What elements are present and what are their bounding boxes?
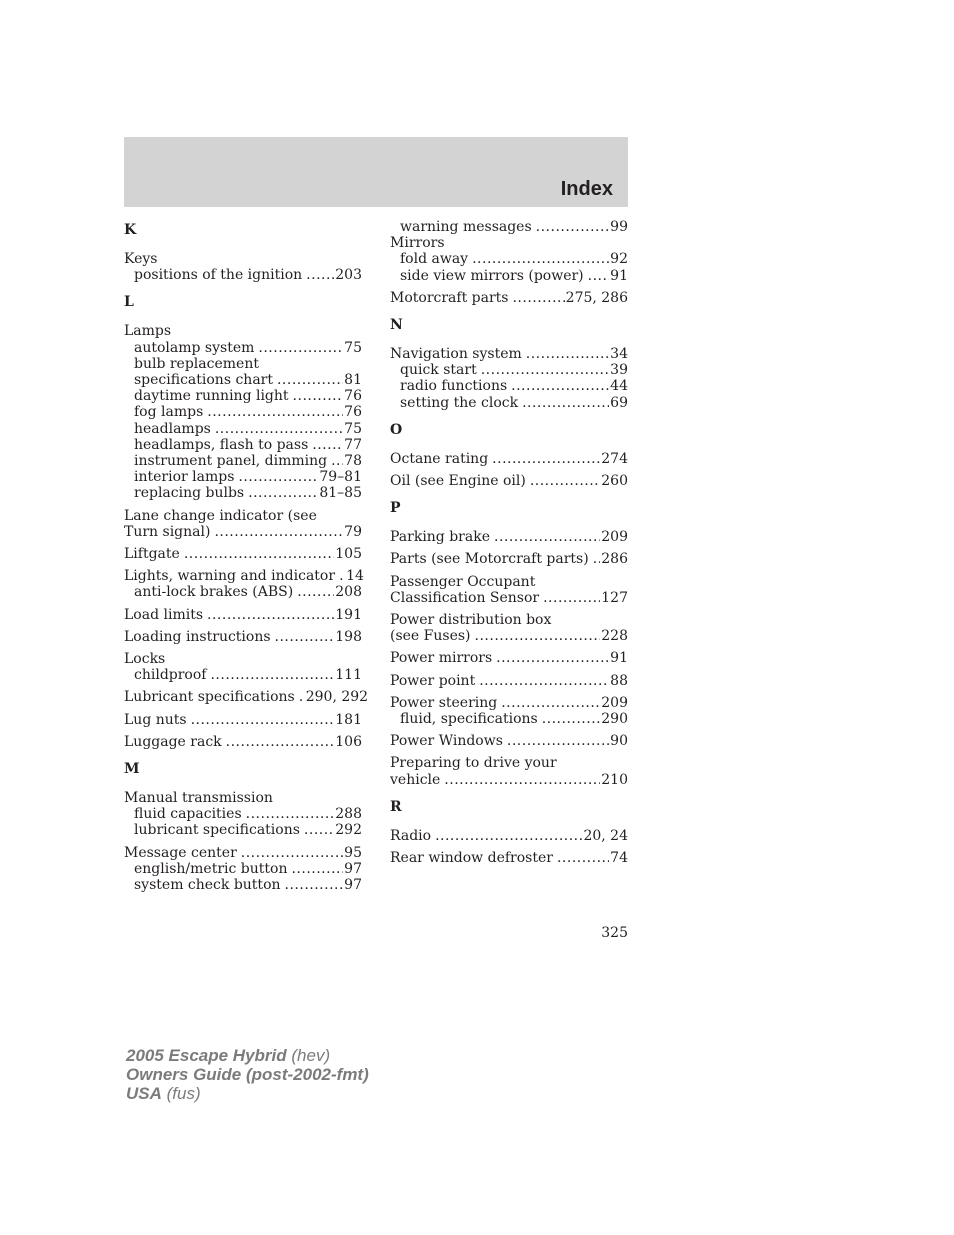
- index-subentry: [124, 877, 362, 893]
- entry-page-ref: 111: [335, 667, 362, 684]
- entry-page-ref: 290: [601, 711, 628, 728]
- section-letter: N: [390, 317, 403, 334]
- entry-page-ref: 88: [610, 672, 628, 689]
- index-entry: [390, 290, 628, 306]
- index-entry: [124, 568, 362, 600]
- entry-label: Locks: [124, 651, 166, 668]
- index-term: [390, 574, 628, 590]
- entry-label: Rear window defroster: [390, 850, 553, 867]
- index-term: [124, 546, 362, 562]
- entry-page-ref: 14: [346, 568, 364, 585]
- dot-leader: [501, 695, 600, 711]
- dot-leader: [494, 529, 600, 545]
- index-section: [124, 291, 369, 750]
- entry-page-ref: 275, 286: [565, 289, 628, 306]
- entry-page-ref: 34: [610, 346, 628, 363]
- dot-leader: [258, 340, 343, 356]
- dot-leader: [210, 667, 334, 683]
- dot-leader: [275, 629, 335, 645]
- entry-page-ref: 81: [344, 372, 362, 389]
- entry-page-ref: 198: [335, 628, 362, 645]
- index-subentry: [124, 388, 362, 404]
- index-subentry: [390, 219, 628, 235]
- entry-label: replacing bulbs: [134, 485, 245, 502]
- entry-label: setting the clock: [400, 394, 519, 411]
- dot-leader: [226, 734, 335, 750]
- entry-page-ref: 181: [335, 711, 362, 728]
- index-term: [390, 695, 628, 711]
- index-term: [390, 473, 628, 489]
- entry-label: headlamps, flash to pass: [134, 436, 309, 453]
- index-entry: [390, 828, 628, 844]
- dot-leader: [512, 290, 564, 306]
- dot-leader: [241, 845, 343, 861]
- index-subentry: [124, 584, 362, 600]
- dot-leader: [277, 372, 343, 388]
- entry-label: Luggage rack: [124, 733, 222, 750]
- index-subentry: [390, 378, 628, 394]
- entry-label: specifications chart: [134, 372, 273, 389]
- entry-page-ref: 288: [335, 806, 362, 823]
- entry-label: (see Fuses): [390, 628, 471, 645]
- entry-page-ref: 79: [344, 523, 362, 540]
- dot-leader: [248, 485, 318, 501]
- index-entry: [124, 251, 362, 283]
- section-letter: M: [124, 761, 140, 778]
- index-subentry: [124, 372, 362, 388]
- entry-label: Parking brake: [390, 529, 490, 546]
- index-section: [390, 314, 628, 411]
- entry-label: bulb replacement: [134, 355, 259, 372]
- index-subentry: [124, 421, 362, 437]
- entry-label: headlamps: [134, 420, 211, 437]
- entry-page-ref: 91: [610, 267, 628, 284]
- dot-leader: [291, 861, 343, 877]
- index-entry: [124, 546, 362, 562]
- index-term: [124, 689, 369, 706]
- entry-label: Lug nuts: [124, 711, 187, 728]
- index-subentry: [124, 485, 362, 501]
- index-entry: [390, 850, 628, 866]
- dot-leader: [184, 546, 334, 562]
- index-entry: [124, 607, 362, 623]
- entry-label: Power steering: [390, 694, 498, 711]
- entry-label: quick start: [400, 362, 477, 379]
- index-subentry: [390, 395, 628, 411]
- entry-label: fold away: [400, 251, 469, 268]
- index-term: [390, 772, 628, 788]
- entry-label: lubricant specifications: [134, 822, 300, 839]
- index-section: [390, 796, 628, 866]
- index-entry: [390, 451, 628, 467]
- index-subentry: [390, 362, 628, 378]
- dot-leader: [238, 469, 318, 485]
- dot-leader: [435, 828, 582, 844]
- index-subentry: [124, 356, 362, 372]
- entry-page-ref: 79–81: [319, 469, 362, 486]
- index-term: [124, 524, 362, 540]
- entry-label: interior lamps: [134, 469, 235, 486]
- dot-leader: [507, 733, 609, 749]
- index-entry: [390, 650, 628, 666]
- entry-page-ref: 106: [335, 733, 362, 750]
- index-entry: [390, 473, 628, 489]
- index-term: [124, 323, 362, 339]
- entry-label: Radio: [390, 827, 432, 844]
- index-term: [124, 734, 362, 750]
- index-subentry: [390, 251, 628, 267]
- index-term: [390, 451, 628, 467]
- index-entry: [390, 574, 628, 606]
- index-entry: [124, 734, 362, 750]
- entry-label: Oil (see Engine oil): [390, 473, 526, 490]
- entry-label: Lights, warning and indicator: [124, 568, 336, 585]
- page-number: 325: [601, 925, 628, 941]
- index-entry: [124, 689, 369, 706]
- entry-page-ref: 76: [344, 404, 362, 421]
- entry-label: Load limits: [124, 606, 204, 623]
- index-term: [390, 733, 628, 749]
- entry-label: warning messages: [400, 219, 532, 235]
- header-bar: [124, 137, 628, 207]
- section-letter: O: [390, 421, 403, 438]
- entry-label: childproof: [134, 667, 207, 684]
- page-title: Index: [560, 178, 613, 200]
- entry-label: daytime running light: [134, 388, 289, 405]
- entry-label: Liftgate: [124, 546, 180, 563]
- entry-page-ref: 39: [610, 362, 628, 379]
- entry-page-ref: 292: [335, 822, 362, 839]
- index-term: [390, 612, 628, 628]
- index-term: [390, 828, 628, 844]
- index-section: [124, 219, 362, 283]
- index-section: [390, 497, 628, 788]
- entry-page-ref: 91: [610, 650, 628, 667]
- index-term: [124, 607, 362, 623]
- index-column-right: [390, 219, 628, 874]
- entry-label: fluid, specifications: [400, 711, 538, 728]
- index-term: [390, 850, 628, 866]
- index-section: [390, 419, 628, 489]
- dot-leader: [492, 451, 600, 467]
- entry-label: Lubricant specifications: [124, 689, 295, 706]
- dot-leader: [214, 524, 343, 540]
- index-entry: [124, 790, 362, 839]
- entry-page-ref: 69: [610, 394, 628, 411]
- entry-page-ref: 78: [344, 453, 362, 470]
- entry-label: radio functions: [400, 378, 508, 395]
- entry-label: Power distribution box: [390, 612, 552, 629]
- index-entry: [124, 651, 362, 683]
- entry-label: autolamp system: [134, 339, 255, 356]
- index-entry: [390, 755, 628, 787]
- dot-leader: [536, 219, 610, 235]
- entry-page-ref: 74: [610, 850, 628, 867]
- index-entry: [390, 695, 628, 727]
- index-subentry: [124, 404, 362, 420]
- index-subentry: [124, 861, 362, 877]
- index-entry: [390, 219, 628, 284]
- dot-leader: [479, 673, 609, 689]
- dot-leader: [306, 267, 334, 283]
- index-subentry: [390, 711, 628, 727]
- dot-leader: [246, 806, 335, 822]
- dot-leader: [543, 590, 600, 606]
- index-term: [124, 845, 362, 861]
- entry-page-ref: 99: [610, 219, 628, 235]
- entry-page-ref: 90: [610, 733, 628, 750]
- entry-label: Lamps: [124, 323, 172, 340]
- entry-page-ref: 208: [335, 584, 362, 601]
- entry-label: fog lamps: [134, 404, 204, 421]
- section-letter: K: [124, 222, 137, 238]
- footer-line-2: Owners Guide (post-2002-fmt): [126, 1065, 369, 1084]
- index-entry: [390, 673, 628, 689]
- index-term: [124, 629, 362, 645]
- entry-label: Mirrors: [390, 235, 445, 252]
- entry-page-ref: 290, 292: [305, 689, 369, 706]
- index-term: [390, 346, 628, 362]
- entry-page-ref: 209: [601, 529, 628, 546]
- dot-leader: [526, 346, 609, 362]
- entry-page-ref: 203: [335, 267, 362, 284]
- dot-leader: [444, 772, 600, 788]
- entry-label: Message center: [124, 844, 237, 861]
- dot-leader: [304, 822, 334, 838]
- entry-label: Turn signal): [124, 523, 211, 540]
- index-subentry: [124, 667, 362, 683]
- dot-leader: [339, 568, 345, 584]
- index-term: [390, 529, 628, 545]
- dot-leader: [593, 551, 601, 567]
- dot-leader: [191, 712, 335, 728]
- index-entry: [124, 845, 362, 894]
- entry-page-ref: 75: [344, 339, 362, 356]
- entry-label: Motorcraft parts: [390, 289, 509, 306]
- index-term: [390, 551, 628, 567]
- dot-leader: [299, 689, 305, 705]
- footer: [126, 1046, 369, 1103]
- entry-page-ref: 274: [601, 450, 628, 467]
- entry-page-ref: 228: [601, 628, 628, 645]
- dot-leader: [207, 404, 343, 420]
- entry-page-ref: 260: [601, 473, 628, 490]
- entry-page-ref: 75: [344, 420, 362, 437]
- section-letter: P: [390, 500, 401, 517]
- index-entry: [124, 323, 362, 501]
- footer-line-1: 2005 Escape Hybrid (hev): [126, 1046, 331, 1065]
- entry-page-ref: 97: [344, 877, 362, 894]
- entry-page-ref: 286: [601, 551, 628, 568]
- dot-leader: [472, 251, 609, 267]
- index-column-left: [124, 219, 369, 901]
- dot-leader: [297, 584, 334, 600]
- dot-leader: [285, 877, 344, 893]
- section-letter: L: [124, 294, 134, 311]
- entry-page-ref: 95: [344, 844, 362, 861]
- entry-page-ref: 20, 24: [583, 827, 628, 844]
- entry-label: vehicle: [390, 771, 441, 788]
- index-entry: [390, 733, 628, 749]
- dot-leader: [331, 453, 343, 469]
- index-subentry: [124, 453, 362, 469]
- index-term: [390, 290, 628, 306]
- index-entry: [124, 629, 362, 645]
- index-entry: [390, 346, 628, 411]
- index-term: [124, 651, 362, 667]
- index-subentry: [124, 340, 362, 356]
- index-term: [390, 650, 628, 666]
- index-entry: [390, 612, 628, 644]
- entry-page-ref: 97: [344, 860, 362, 877]
- index-term: [124, 251, 362, 267]
- index-term: [124, 712, 362, 728]
- entry-label: positions of the ignition: [134, 267, 303, 284]
- dot-leader: [542, 711, 601, 727]
- index-subentry: [124, 806, 362, 822]
- dot-leader: [522, 395, 609, 411]
- entry-label: Preparing to drive your: [390, 755, 557, 772]
- entry-label: fluid capacities: [134, 806, 242, 823]
- index-subentry: [124, 437, 362, 453]
- entry-page-ref: 105: [335, 546, 362, 563]
- entry-label: Keys: [124, 251, 158, 267]
- index-entry: [390, 551, 628, 567]
- entry-page-ref: 210: [601, 771, 628, 788]
- section-letter: R: [390, 798, 402, 815]
- entry-label: Power mirrors: [390, 650, 493, 667]
- entry-label: system check button: [134, 877, 281, 894]
- entry-page-ref: 81–85: [319, 485, 362, 502]
- entry-label: english/metric button: [134, 860, 288, 877]
- index-section: [390, 219, 628, 306]
- index-subentry: [124, 267, 362, 283]
- index-term: [390, 755, 628, 771]
- entry-label: Manual transmission: [124, 790, 273, 807]
- entry-page-ref: 77: [344, 436, 362, 453]
- index-subentry: [390, 268, 628, 284]
- entry-label: Power Windows: [390, 733, 503, 750]
- index-subentry: [124, 822, 362, 838]
- entry-page-ref: 191: [335, 606, 362, 623]
- dot-leader: [557, 850, 609, 866]
- entry-label: Octane rating: [390, 450, 489, 467]
- entry-label: Loading instructions: [124, 628, 271, 645]
- entry-label: anti-lock brakes (ABS): [134, 584, 294, 601]
- dot-leader: [530, 473, 600, 489]
- index-term: [390, 628, 628, 644]
- index-term: [124, 508, 362, 524]
- dot-leader: [207, 607, 334, 623]
- index-term: [390, 235, 628, 251]
- index-entry: [390, 529, 628, 545]
- index-subentry: [124, 469, 362, 485]
- dot-leader: [312, 437, 343, 453]
- entry-label: Power point: [390, 672, 476, 689]
- dot-leader: [496, 650, 609, 666]
- entry-label: Parts (see Motorcraft parts): [390, 551, 589, 568]
- entry-page-ref: 127: [601, 589, 628, 606]
- entry-label: Lane change indicator (see: [124, 507, 317, 524]
- footer-line-3: USA (fus): [126, 1084, 201, 1103]
- index-term: [390, 590, 628, 606]
- index-term: [124, 568, 362, 584]
- entry-page-ref: 209: [601, 694, 628, 711]
- dot-leader: [511, 378, 609, 394]
- dot-leader: [588, 268, 610, 284]
- entry-label: side view mirrors (power): [400, 267, 584, 284]
- index-entry: [124, 712, 362, 728]
- index-entry: [124, 508, 362, 540]
- dot-leader: [293, 388, 344, 404]
- index-term: [390, 673, 628, 689]
- entry-page-ref: 44: [610, 378, 628, 395]
- dot-leader: [215, 421, 343, 437]
- entry-label: instrument panel, dimming: [134, 453, 328, 470]
- entry-label: Navigation system: [390, 346, 522, 363]
- dot-leader: [475, 628, 601, 644]
- index-section: [124, 758, 362, 893]
- entry-label: Classification Sensor: [390, 589, 540, 606]
- entry-page-ref: 92: [610, 251, 628, 268]
- dot-leader: [481, 362, 609, 378]
- entry-page-ref: 76: [344, 388, 362, 405]
- entry-label: Passenger Occupant: [390, 573, 536, 590]
- index-term: [124, 790, 362, 806]
